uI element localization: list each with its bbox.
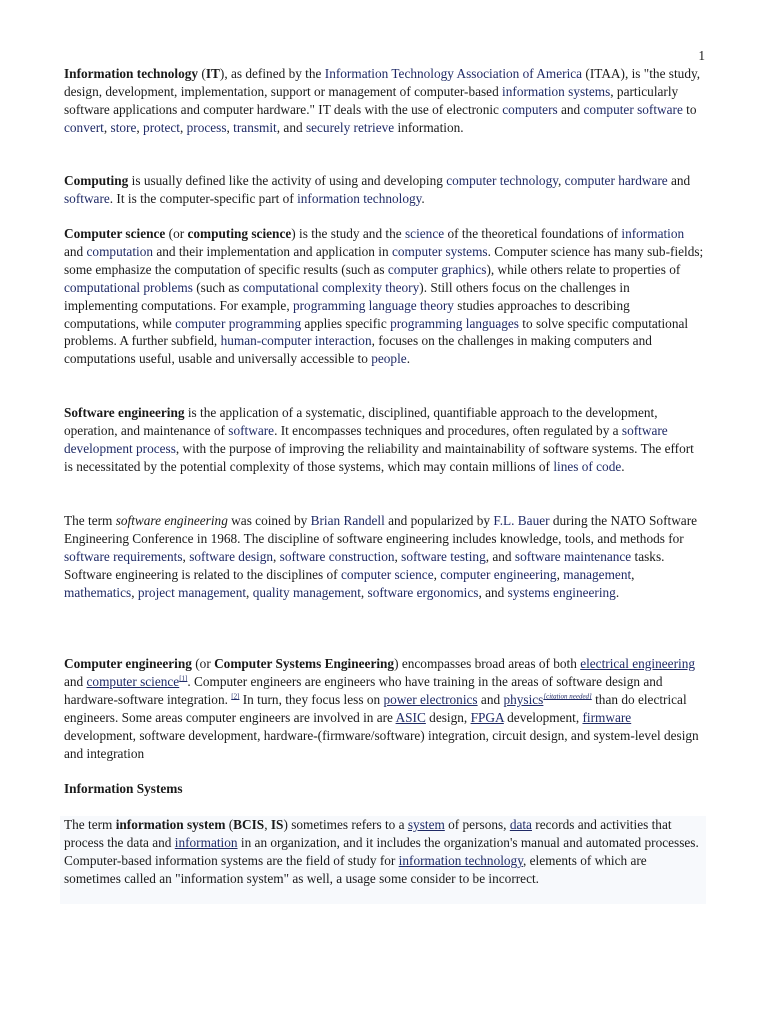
link-brian-randell[interactable]: Brian Randell (310, 513, 385, 528)
link-people[interactable]: people (371, 351, 407, 367)
link-software-ergonomics[interactable]: software ergonomics (367, 584, 479, 600)
term-bold: Computer engineering (64, 656, 192, 671)
link-computer-technology[interactable]: computer technology (446, 173, 559, 188)
link-software[interactable]: software (228, 422, 275, 438)
paragraph-computing: Computing is usually defined like the activity of using and developing computer technology, computer hardware and software. It is the computer-specific part of information technology. (64, 173, 691, 206)
link-lines-of-code[interactable]: lines of code (553, 458, 622, 474)
paragraph-information-technology: Information technology (IT), as defined by the Information Technology Association of America (ITAA), is "the study, design, development, implementation, support or management of computer-based information systems, particularly software applications and computer hardware." IT deals with the use of electronic computers and computer software to convert, store, protect, process, transmit, and securely retrieve information. (64, 66, 701, 135)
citation-needed-ref (543, 692, 591, 700)
link-computers[interactable]: computers (502, 101, 558, 117)
link-computer-programming[interactable]: computer programming (175, 315, 302, 331)
term-bold: Software engineering (64, 405, 185, 420)
link-information-technology[interactable]: information technology (398, 852, 523, 868)
term-bold: information system (115, 817, 226, 832)
link-information[interactable]: information (174, 834, 238, 850)
link-mathematics[interactable]: mathematics (64, 584, 132, 600)
link-physics[interactable]: physics (503, 691, 544, 707)
term-bold: Information technology (64, 66, 199, 81)
link-system[interactable]: system (407, 817, 445, 832)
term-bold: Computing (64, 173, 129, 188)
term-bold: Computer science (64, 226, 166, 241)
link-programming-languages[interactable]: programming languages (390, 315, 519, 331)
term-bold: Computer Systems Engineering (214, 656, 395, 671)
paragraph-information-system: The term information system (BCIS, IS) sometimes refers to a system of persons, data records and activities that process the data and information in an organization, and it includes the organization's manual and automated processes. Computer-based information systems are the field of study for information technology, elements of which are sometimes called an "information system" as well, a usage some consider to be incorrect. (64, 817, 699, 886)
term-bold: IT (205, 66, 220, 81)
term-bold: IS (270, 817, 284, 832)
link-power-electronics[interactable]: power electronics (383, 691, 478, 707)
paragraph-computer-engineering: Computer engineering (or Computer Systems Engineering) encompasses broad areas of both electrical engineering and computer science[1]. Computer engineers are engineers who have training in the areas of software design and hardware-software integration. [2] In turn, they focus less on power electronics and physics[citation needed] than do electrical engineers. Some areas computer engineers are involved in are ASIC design, FPGA development, firmware development, software development, hardware-(firmware/software) integration, circuit design, and system-level design and integration (64, 656, 699, 761)
link-software-requirements[interactable]: software requirements (64, 548, 183, 564)
link-computational-complexity-theory[interactable]: computational complexity theory (242, 279, 420, 295)
link-computation[interactable]: computation (86, 243, 154, 259)
link-systems-engineering[interactable]: systems engineering (507, 584, 616, 600)
citation-link[interactable]: [1] (179, 674, 188, 683)
link-fl-bauer[interactable]: F.L. Bauer (493, 513, 550, 528)
link-software-design[interactable]: software design (189, 548, 274, 564)
paragraph-term-software-engineering: The term software engineering was coined by Brian Randell and popularized by F.L. Bauer during the NATO Software Engineering Conference in 1968. The discipline of software engineering includes knowledge, tools, and methods for software requirements, software design, software construction, software testing, and software maintenance tasks. Software engineering is related to the disciplines of computer science, computer engineering, management, mathematics, project management, quality management, software ergonomics, and systems engineering. (64, 513, 698, 600)
link-information-technology[interactable]: information technology (297, 190, 422, 206)
term-italic: software engineering (115, 513, 228, 528)
link-software[interactable]: software (64, 190, 110, 206)
link-firmware[interactable]: firmware (582, 709, 632, 725)
link-software-construction[interactable]: software construction (279, 548, 395, 564)
paragraph-software-engineering: Software engineering is the application of a systematic, disciplined, quantifiable approach to the development, operation, and maintenance of software. It encompasses techniques and procedures, often regulated by a software development process, with the purpose of improving the reliability and maintainability of software systems. The effort is necessitated by the potential complexity of those systems, which may contain millions of lines of code. (64, 405, 694, 474)
link-science[interactable]: science (405, 226, 445, 241)
term-bold: BCIS (233, 817, 265, 832)
link-computer-science[interactable]: computer science (86, 673, 180, 689)
link-computer-software[interactable]: computer software (583, 101, 683, 117)
link-human-computer-interaction[interactable]: human-computer interaction (220, 333, 372, 349)
link-electrical-engineering[interactable]: electrical engineering (580, 656, 695, 671)
link-process[interactable]: process (186, 119, 227, 135)
link-software-development-process[interactable]: software development process (64, 422, 668, 456)
link-itaa[interactable]: Information Technology Association of America (324, 66, 583, 81)
term-bold: computing science (187, 226, 292, 241)
link-convert[interactable]: convert (64, 119, 104, 135)
link-project-management[interactable]: project management (137, 584, 247, 600)
link-securely-retrieve[interactable]: securely retrieve (305, 119, 395, 135)
link-computational-problems[interactable]: computational problems (64, 279, 193, 295)
link-computer-graphics[interactable]: computer graphics (387, 261, 487, 277)
link-software-maintenance[interactable]: software maintenance (514, 548, 632, 564)
section-heading: Information Systems (64, 781, 183, 796)
link-management[interactable]: management (563, 566, 632, 582)
page-number: 1 (698, 48, 705, 63)
link-information-systems[interactable]: information systems (502, 83, 611, 99)
link-computer-science[interactable]: computer science (340, 566, 434, 582)
link-programming-language-theory[interactable]: programming language theory (292, 297, 454, 313)
link-protect[interactable]: protect (143, 119, 180, 135)
link-quality-management[interactable]: quality management (252, 584, 361, 600)
link-data[interactable]: data (509, 817, 532, 832)
link-information[interactable]: information (621, 226, 685, 241)
link-software-testing[interactable]: software testing (401, 548, 486, 564)
paragraph-computer-science: Computer science (or computing science) is the study and the science of the theoretical foundations of information and computation and their implementation and application in computer systems. Computer science has many sub-fields; some emphasize the computation of specific results (such as computer graphics), while others relate to properties of computational problems (such as computational complexity theory). Still others focus on the challenges in implementing computations. For example, programming language theory studies approaches to describing computations, while computer programming applies specific programming languages to solve specific computational problems. A further subfield, human-computer interaction, focuses on the challenges in making computers and computations useful, usable and universally accessible to people. (64, 226, 704, 367)
link-computer-engineering[interactable]: computer engineering (440, 566, 557, 582)
link-computer-hardware[interactable]: computer hardware (564, 173, 668, 188)
link-computer-systems[interactable]: computer systems (391, 243, 488, 259)
citation-needed-link[interactable]: [citation needed] (543, 692, 592, 701)
citation-link[interactable]: [2] (231, 692, 240, 701)
link-store[interactable]: store (110, 119, 137, 135)
link-fpga[interactable]: FPGA (470, 709, 504, 725)
link-transmit[interactable]: transmit (233, 119, 277, 135)
link-asic[interactable]: ASIC (395, 709, 426, 725)
